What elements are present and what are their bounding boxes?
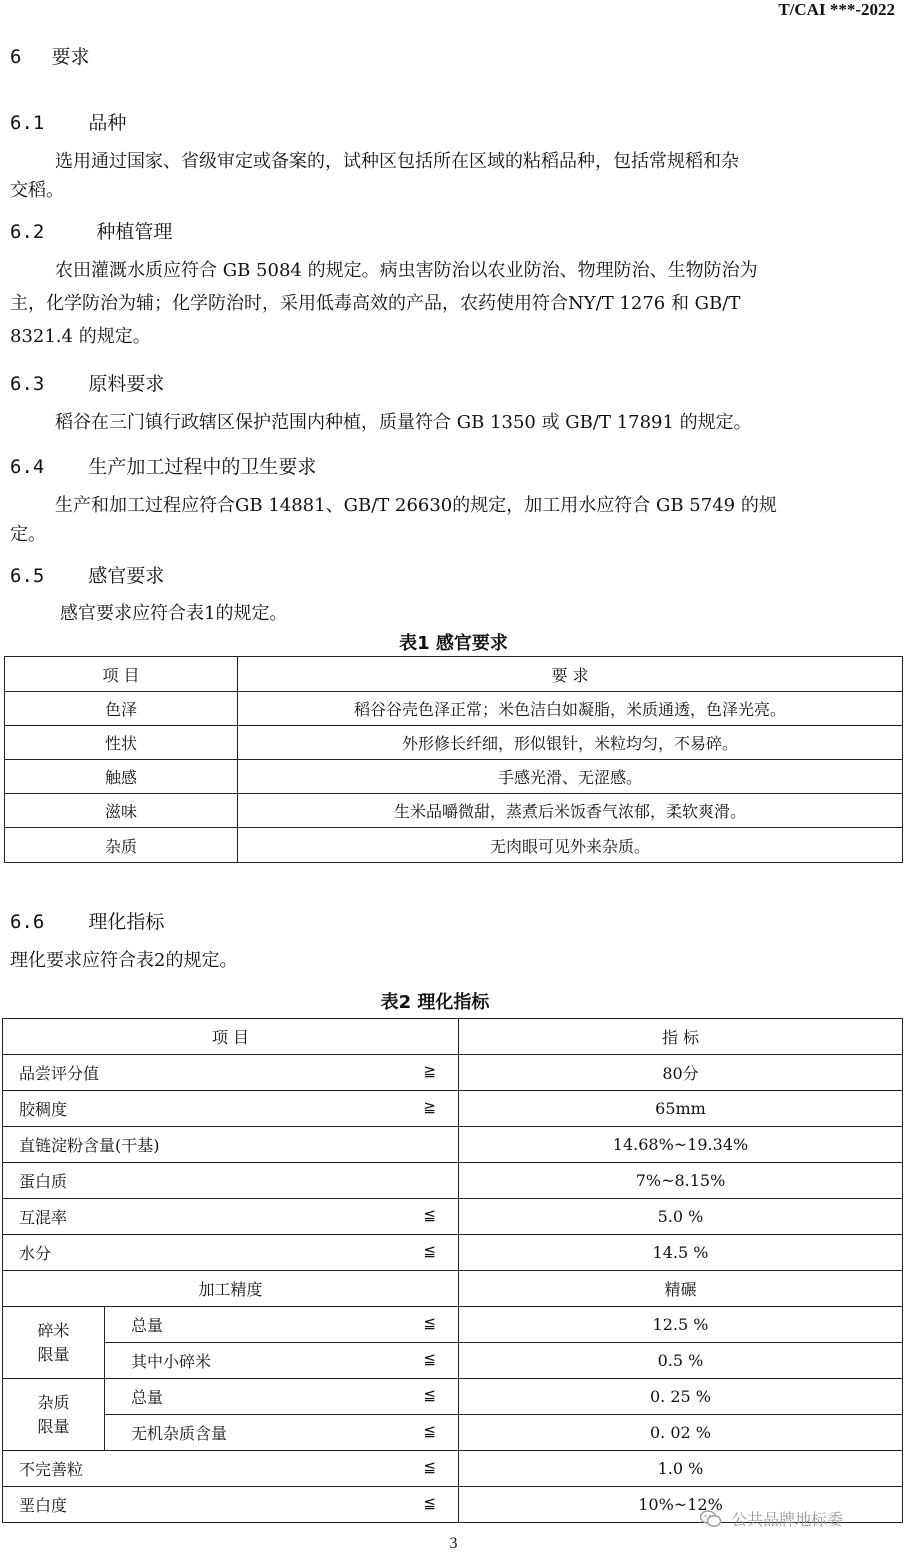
- table-cell: 手感光滑、无涩感。: [238, 760, 903, 794]
- table-row: [5, 760, 903, 794]
- table-cell: 色泽: [5, 692, 238, 726]
- section-number: 6.4: [10, 456, 45, 478]
- paragraph-line: 感官要求应符合表1的规定。: [60, 603, 288, 624]
- section-title: 品种: [88, 112, 127, 134]
- section-title: 感官要求: [88, 565, 165, 587]
- table2-caption: 表2 理化指标: [380, 992, 490, 1013]
- paragraph-line: 稻谷在三门镇行政辖区保护范围内种植，质量符合 GB 1350 或 GB/T 17891 的规定。: [55, 412, 752, 433]
- section-6-5-heading: [10, 561, 164, 588]
- table-row: [3, 1271, 903, 1307]
- comparison-symbol: ≦: [423, 1422, 436, 1440]
- table-row: [3, 1091, 903, 1127]
- comparison-symbol: ≦: [423, 1350, 436, 1368]
- table-cell-value: 1.0 %: [459, 1451, 903, 1487]
- table-row: [3, 1127, 903, 1163]
- table-cell-label: 加工精度: [3, 1271, 459, 1307]
- table-cell-value: 5.0 %: [459, 1199, 903, 1235]
- comparison-symbol: ≦: [423, 1386, 436, 1404]
- paragraph-line: 生产和加工过程应符合GB 14881、GB/T 26630的规定，加工用水应符合 GB 5749 的规: [55, 495, 777, 516]
- section-number: 6.3: [10, 373, 45, 395]
- table1-sensory: [4, 656, 903, 863]
- table-cell-label: 总量 ≦: [105, 1379, 459, 1415]
- table-cell: 杂质: [5, 828, 238, 863]
- table-row: [3, 1451, 903, 1487]
- table-row: [3, 1415, 903, 1451]
- table-group-label: 杂质 限量: [3, 1379, 105, 1451]
- table-cell-label: 水分 ≦: [3, 1235, 459, 1271]
- section-number: 6.2: [10, 221, 45, 243]
- table1-caption: 表1 感官要求: [399, 633, 508, 654]
- watermark: [700, 1507, 843, 1532]
- table-cell-value: 12.5 %: [459, 1307, 903, 1343]
- table-row: [3, 1235, 903, 1271]
- comparison-symbol: ≧: [423, 1062, 436, 1080]
- paragraph-line: 理化要求应符合表2的规定。: [10, 950, 238, 971]
- section-6-6-heading: [10, 907, 164, 934]
- table-cell-label: 无机杂质含量 ≦: [105, 1415, 459, 1451]
- paragraph-line: 选用通过国家、省级审定或备案的，试种区包括所在区域的粘稻品种，包括常规稻和杂: [55, 151, 739, 172]
- section-number: 6.5: [10, 565, 45, 587]
- table-row: [3, 1307, 903, 1343]
- table-cell-value: 7%~8.15%: [459, 1163, 903, 1199]
- table-header-cell: 项 目: [5, 657, 238, 692]
- table-cell-value: 80分: [459, 1055, 903, 1091]
- table-cell: 无肉眼可见外来杂质。: [238, 828, 903, 863]
- table-cell-label: 蛋白质: [3, 1163, 459, 1199]
- section-6-2-heading: [10, 217, 172, 244]
- paragraph-line: 定。: [10, 524, 46, 545]
- table-cell-label: 直链淀粉含量(干基): [3, 1127, 459, 1163]
- table-row: [5, 828, 903, 863]
- table-cell-value: 0. 25 %: [459, 1379, 903, 1415]
- table-header-cell: 要 求: [238, 657, 903, 692]
- watermark-text: 公共品牌地标委: [731, 1510, 844, 1529]
- table-cell-label: 胶稠度 ≧: [3, 1091, 459, 1127]
- section-6-1-heading: [10, 108, 126, 135]
- table-cell-value: 10%~12%: [459, 1487, 903, 1523]
- table-row: [3, 1055, 903, 1091]
- table-row: [5, 692, 903, 726]
- table-cell: 生米品嚼微甜，蒸煮后米饭香气浓郁，柔软爽滑。: [238, 794, 903, 828]
- table-header-row: [5, 657, 903, 692]
- table-header-cell: 指 标: [459, 1019, 903, 1055]
- table-cell-value: 精碾: [459, 1271, 903, 1307]
- table-cell: 滋味: [5, 794, 238, 828]
- comparison-symbol: ≦: [423, 1242, 436, 1260]
- comparison-symbol: ≧: [423, 1098, 436, 1116]
- table-cell-label: 品尝评分值 ≧: [3, 1055, 459, 1091]
- table-header-row: [3, 1019, 903, 1055]
- section-title: 原料要求: [88, 373, 165, 395]
- table-cell-value: 14.68%~19.34%: [459, 1127, 903, 1163]
- table-cell: 稻谷谷壳色泽正常；米色洁白如凝脂，米质通透，色泽光亮。: [238, 692, 903, 726]
- table-cell: 外形修长纤细，形似银针，米粒均匀，不易碎。: [238, 726, 903, 760]
- page-number: 3: [449, 1535, 458, 1552]
- table-row: [3, 1343, 903, 1379]
- table-cell-value: 14.5 %: [459, 1235, 903, 1271]
- table-row: [3, 1163, 903, 1199]
- section-number: 6: [10, 46, 22, 68]
- paragraph-line: 交稻。: [10, 180, 64, 201]
- table-cell-label: 不完善粒 ≦: [3, 1451, 459, 1487]
- paragraph-line: 农田灌溉水质应符合 GB 5084 的规定。病虫害防治以农业防治、物理防治、生物防治为: [55, 260, 758, 281]
- comparison-symbol: ≦: [423, 1458, 436, 1476]
- table-header-cell: 项 目: [3, 1019, 459, 1055]
- section-6-3-heading: [10, 369, 164, 396]
- table-cell-label: 总量 ≦: [105, 1307, 459, 1343]
- table-cell-value: 0.5 %: [459, 1343, 903, 1379]
- table-cell: 触感: [5, 760, 238, 794]
- table-row: [5, 794, 903, 828]
- table-cell-value: 0. 02 %: [459, 1415, 903, 1451]
- table-row: [3, 1199, 903, 1235]
- section-title: 要求: [51, 46, 90, 68]
- section-title: 理化指标: [88, 911, 165, 933]
- table2-physicochemical: [2, 1018, 903, 1523]
- paragraph-line: 主，化学防治为辅；化学防治时，采用低毒高效的产品，农药使用符合NY/T 1276 和 GB/T: [10, 293, 741, 314]
- comparison-symbol: ≦: [423, 1494, 436, 1512]
- table-row: [5, 726, 903, 760]
- section-6-heading: [10, 42, 90, 69]
- table-cell-label: 互混率 ≦: [3, 1199, 459, 1235]
- table-cell-label: 垩白度 ≦: [3, 1487, 459, 1523]
- table-group-label: 碎米 限量: [3, 1307, 105, 1379]
- table-cell-value: 65mm: [459, 1091, 903, 1127]
- table-row: [3, 1379, 903, 1415]
- section-number: 6.6: [10, 911, 45, 933]
- section-number: 6.1: [10, 112, 45, 134]
- wechat-icon: [700, 1510, 722, 1532]
- document-code: T/CAI ***-2022: [778, 0, 895, 19]
- table-cell-label: 其中小碎米 ≦: [105, 1343, 459, 1379]
- paragraph-line: 8321.4 的规定。: [10, 326, 151, 347]
- table-cell: 性状: [5, 726, 238, 760]
- section-title: 种植管理: [96, 221, 173, 243]
- comparison-symbol: ≦: [423, 1314, 436, 1332]
- section-title: 生产加工过程中的卫生要求: [88, 456, 317, 478]
- section-6-4-heading: [10, 452, 316, 479]
- comparison-symbol: ≦: [423, 1206, 436, 1224]
